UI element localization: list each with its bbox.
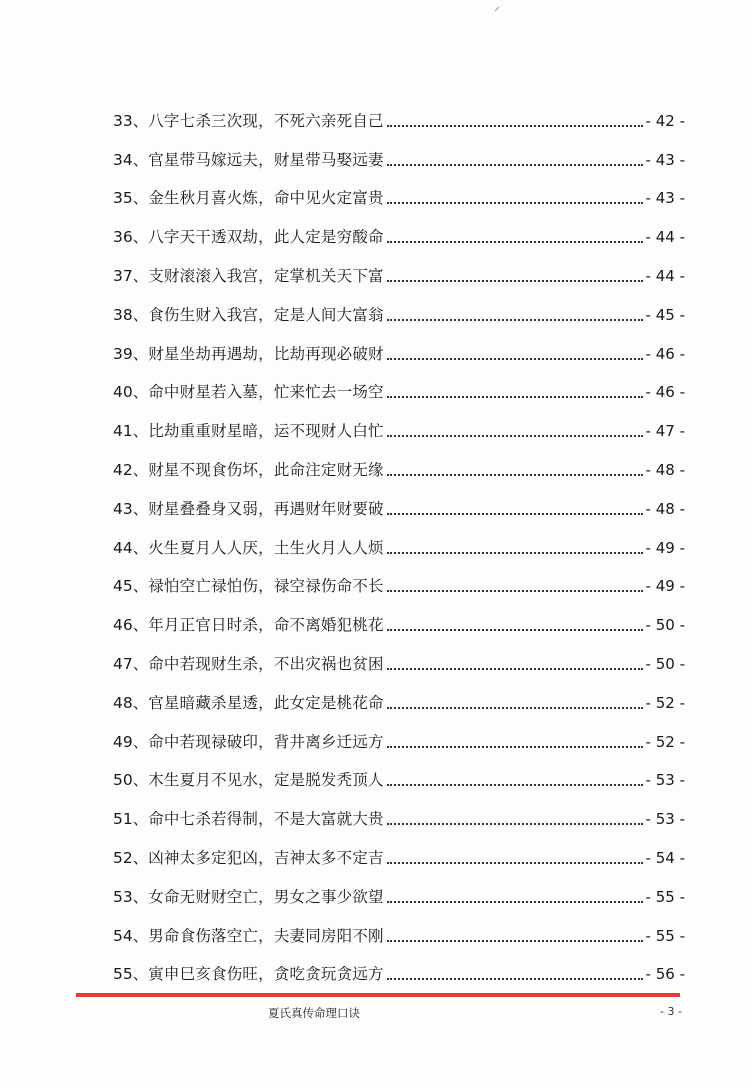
toc-entry <box>113 286 685 325</box>
toc-entry-number: 45、 <box>113 577 149 596</box>
toc-entry-number: 38、 <box>113 305 149 324</box>
toc-entry-title: 官星暗藏杀星透，此女定是桃花命 <box>148 693 384 712</box>
toc-entry-title: 禄怕空亡禄怕伤，禄空禄伤命不长 <box>148 577 384 596</box>
toc-entry <box>113 208 685 247</box>
toc-dot-leader <box>387 551 643 554</box>
toc-dot-leader <box>387 589 643 592</box>
toc-entry <box>113 946 685 985</box>
toc-dot-leader <box>387 900 643 903</box>
toc-entry <box>113 364 685 403</box>
toc-entry-title: 凶神太多定犯凶，吉神太多不定吉 <box>148 848 384 867</box>
toc-entry <box>113 170 685 209</box>
toc-entry-title: 支财滚滚入我宫，定掌机关天下富 <box>148 266 384 285</box>
toc-dot-leader <box>387 822 643 825</box>
toc-entry <box>113 325 685 364</box>
toc-dot-leader <box>387 939 643 942</box>
toc-entry-title: 命中若现财生杀，不出灾祸也贫困 <box>148 654 384 673</box>
toc-dot-leader <box>387 163 643 166</box>
toc-entry-title: 官星带马嫁远夫，财星带马娶远妻 <box>148 150 384 169</box>
toc-entry-page: - 43 - <box>645 189 685 208</box>
toc-entry <box>113 713 685 752</box>
toc-entry-page: - 47 - <box>645 422 685 441</box>
toc-entry-title: 火生夏月人人厌，土生火月人人烦 <box>148 538 384 557</box>
toc-entry-number: 34、 <box>113 150 149 169</box>
toc-entry-page: - 44 - <box>645 228 685 247</box>
toc-entry-number: 41、 <box>113 422 149 441</box>
toc-entry <box>113 790 685 829</box>
toc-entry <box>113 480 685 519</box>
toc-entry <box>113 635 685 674</box>
toc-entry-page: - 53 - <box>645 771 685 790</box>
toc-entry <box>113 519 685 558</box>
toc-entry-title: 年月正官日时杀，命不离婚犯桃花 <box>148 616 384 635</box>
toc-entry-page: - 46 - <box>645 344 685 363</box>
toc-entry-page: - 49 - <box>645 538 685 557</box>
toc-entry-number: 47、 <box>113 654 149 673</box>
toc-entry <box>113 131 685 170</box>
toc-entry-page: - 56 - <box>645 965 685 984</box>
toc-dot-leader <box>387 706 643 709</box>
toc-entry <box>113 868 685 907</box>
toc-dot-leader <box>387 512 643 515</box>
toc-entry-title: 女命无财财空亡，男女之事少欲望 <box>148 887 384 906</box>
toc-entry <box>113 596 685 635</box>
toc-entry <box>113 907 685 946</box>
toc-entry-page: - 48 - <box>645 460 685 479</box>
toc-entry-title: 食伤生财入我宫，定是人间大富翁 <box>148 305 384 324</box>
toc-dot-leader <box>387 745 643 748</box>
toc-dot-leader <box>387 667 643 670</box>
toc-entry-title: 财星叠叠身又弱，再遇财年财要破 <box>148 499 384 518</box>
toc-entry-title: 木生夏月不见水，定是脱发秃顶人 <box>148 771 384 790</box>
toc-dot-leader <box>387 124 643 127</box>
toc-dot-leader <box>387 395 643 398</box>
toc-entry-number: 39、 <box>113 344 149 363</box>
toc-entry-number: 51、 <box>113 810 149 829</box>
toc-dot-leader <box>387 240 643 243</box>
toc-entry-page: - 55 - <box>645 926 685 945</box>
toc-entry-number: 53、 <box>113 887 149 906</box>
toc-entry-page: - 49 - <box>645 577 685 596</box>
toc-entry-number: 49、 <box>113 732 149 751</box>
toc-entry-number: 44、 <box>113 538 149 557</box>
toc-entry-title: 财星坐劫再遇劫，比劫再现必破财 <box>148 344 384 363</box>
toc-entry-page: - 54 - <box>645 848 685 867</box>
scan-speck <box>494 6 500 12</box>
toc-entry-title: 命中财星若入墓，忙来忙去一场空 <box>148 383 384 402</box>
toc-dot-leader <box>387 201 643 204</box>
footer-page-number: - 3 - <box>660 1005 682 1018</box>
toc-entry-title: 财星不现食伤坏，此命注定财无缘 <box>148 460 384 479</box>
toc-entry-title: 八字七杀三次现，不死六亲死自己 <box>148 111 384 130</box>
toc-dot-leader <box>387 977 643 980</box>
toc-entry-page: - 44 - <box>645 266 685 285</box>
toc-entry-number: 42、 <box>113 460 149 479</box>
table-of-contents <box>113 92 685 984</box>
toc-entry-page: - 43 - <box>645 150 685 169</box>
toc-entry <box>113 829 685 868</box>
toc-entry-page: - 53 - <box>645 810 685 829</box>
toc-entry <box>113 674 685 713</box>
toc-entry-number: 35、 <box>113 189 149 208</box>
footer-rule <box>76 993 680 997</box>
toc-entry-page: - 50 - <box>645 654 685 673</box>
toc-entry <box>113 558 685 597</box>
toc-entry-page: - 46 - <box>645 383 685 402</box>
toc-dot-leader <box>387 357 643 360</box>
toc-dot-leader <box>387 861 643 864</box>
toc-entry-title: 金生秋月喜火炼，命中见火定富贵 <box>148 189 384 208</box>
toc-entry-title: 比劫重重财星暗，运不现财人白忙 <box>148 422 384 441</box>
toc-entry-page: - 42 - <box>645 111 685 130</box>
toc-dot-leader <box>387 783 643 786</box>
toc-entry-number: 37、 <box>113 266 149 285</box>
toc-entry-number: 54、 <box>113 926 149 945</box>
toc-dot-leader <box>387 628 643 631</box>
toc-entry-page: - 52 - <box>645 693 685 712</box>
toc-entry <box>113 402 685 441</box>
toc-entry <box>113 441 685 480</box>
toc-entry-page: - 52 - <box>645 732 685 751</box>
toc-entry-page: - 55 - <box>645 887 685 906</box>
toc-entry-title: 八字天干透双劫，此人定是穷酸命 <box>148 228 384 247</box>
toc-entry-number: 36、 <box>113 228 149 247</box>
toc-entry-page: - 48 - <box>645 499 685 518</box>
toc-entry-number: 40、 <box>113 383 149 402</box>
toc-entry-number: 43、 <box>113 499 149 518</box>
toc-entry-page: - 45 - <box>645 305 685 324</box>
toc-dot-leader <box>387 473 643 476</box>
toc-entry-title: 命中七杀若得制，不是大富就大贵 <box>148 810 384 829</box>
toc-entry-number: 52、 <box>113 848 149 867</box>
toc-entry <box>113 752 685 791</box>
toc-entry-number: 50、 <box>113 771 149 790</box>
toc-entry-number: 48、 <box>113 693 149 712</box>
toc-dot-leader <box>387 318 643 321</box>
toc-entry-number: 46、 <box>113 616 149 635</box>
toc-entry-title: 寅申巳亥食伤旺，贪吃贪玩贪远方 <box>148 965 384 984</box>
toc-entry <box>113 92 685 131</box>
toc-entry-page: - 50 - <box>645 616 685 635</box>
toc-dot-leader <box>387 434 643 437</box>
footer-title: 夏氏真传命理口诀 <box>268 1006 360 1020</box>
toc-entry-title: 命中若现禄破印，背井离乡迁远方 <box>148 732 384 751</box>
toc-entry-title: 男命食伤落空亡，夫妻同房阳不刚 <box>148 926 384 945</box>
toc-entry <box>113 247 685 286</box>
toc-entry-number: 33、 <box>113 111 149 130</box>
toc-dot-leader <box>387 279 643 282</box>
toc-entry-number: 55、 <box>113 965 149 984</box>
